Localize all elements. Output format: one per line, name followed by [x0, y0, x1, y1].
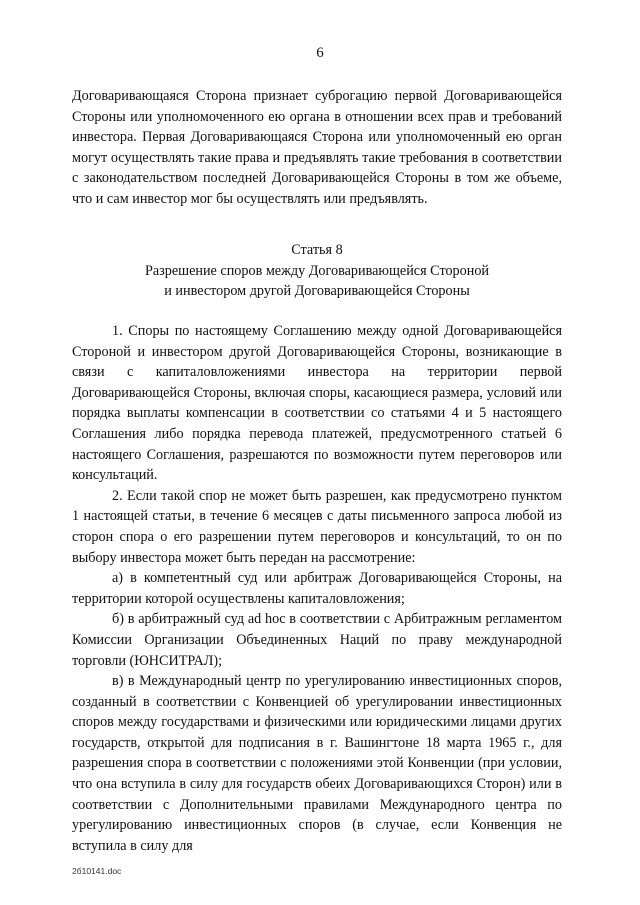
- article-subparagraph-v: в) в Международный центр по урегулированию инвестиционных споров, созданный в соответствии с Конвенцией об урегулировании инвестиционных споров между государствами и физическими или юридическими лицами других государств, открытой для подписания в г. Вашингтоне 18 марта 1965 г., для разрешения спора в соответствии с положениями этой Конвенции (при условии, что она вступила в силу для государств обеих Договаривающихся Сторон) или в соответствии с Дополнительными правилами Международного центра по урегулированию инвестиционных споров (в случае, если Конвенция не вступила в силу для: [72, 673, 562, 854]
- continuation-paragraph-block: [72, 86, 562, 210]
- page-number: 6: [316, 45, 324, 61]
- continuation-paragraph: Договаривающаяся Сторона признает суброгацию первой Договаривающейся Стороны или уполномоченного ею органа в отношении всех прав и требований инвестора. Первая Договаривающаяся Сторона или уполномоченный ею орган могут осуществлять такие права и предъявлять такие требования в соответствии с законодательством последней Договаривающейся Стороны в том же объеме, что и сам инвестор мог бы осуществлять или предъявлять.: [72, 88, 562, 207]
- article-subparagraph-a: а) в компетентный суд или арбитраж Договаривающейся Стороны, на территории которой осуществлены капиталовложения;: [72, 570, 562, 607]
- article-paragraph-2: 2. Если такой спор не может быть разрешен, как предусмотрено пунктом 1 настоящей статьи, в течение 6 месяцев с даты письменного запроса любой из сторон спора о его разрешении путем переговоров и консультаций, то он по выбору инвестора может быть передан на рассмотрение:: [72, 487, 562, 566]
- article-number: Статья 8: [291, 242, 343, 258]
- article-title-line-1: Разрешение споров между Договаривающейся Стороной: [144, 262, 490, 279]
- article-body: [72, 321, 562, 856]
- article-heading: [72, 240, 562, 302]
- article-paragraph-1: 1. Споры по настоящему Соглашению между одной Договаривающейся Стороной и инвестором другой Договаривающейся Стороны, возникающие в связи с капиталовложениями инвестора на территории первой Договаривающейся Стороны, включая споры, касающиеся размера, условий или порядка выплаты компенсации в соответствии со статьями 4 и 5 настоящего Соглашения либо порядка перевода платежей, предусмотренного статьей 6 настоящего Соглашения, разрешаются по возможности путем переговоров или консультаций.: [72, 323, 562, 484]
- article-subparagraph-b: б) в арбитражный суд ad hoc в соответствии с Арбитражным регламентом Комиссии Организации Объединенных Наций по праву международной торговли (ЮНСИТРАЛ);: [72, 611, 562, 669]
- footer-filename: 2б10141.doc: [72, 866, 122, 876]
- article-title-line-2: и инвестором другой Договаривающейся Стороны: [164, 283, 470, 300]
